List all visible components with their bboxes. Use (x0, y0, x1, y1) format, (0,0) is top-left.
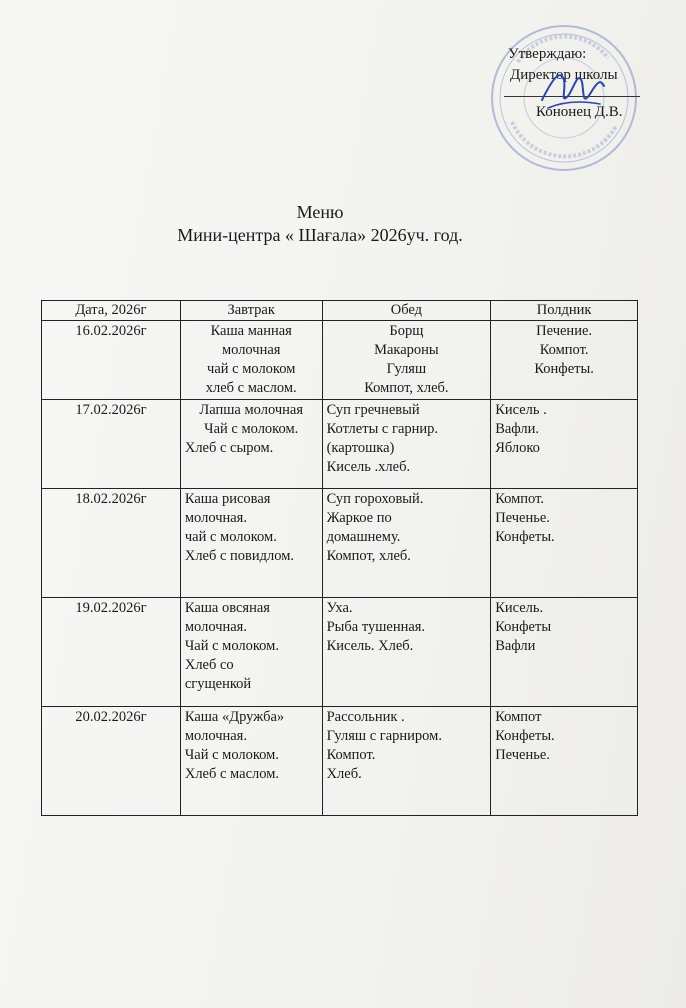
header-date: Дата, 2026г (42, 301, 181, 321)
meal-line: молочная. (184, 510, 247, 526)
header-breakfast: Завтрак (180, 301, 322, 321)
meal-line: Жаркое по (326, 510, 392, 526)
table-row (42, 400, 638, 489)
meal-line: чай с молоком (207, 361, 296, 377)
table-header-row (42, 301, 638, 321)
meal-line: Каша рисовая (184, 491, 271, 507)
handwritten-signature (538, 60, 608, 116)
meal-line: Уха. (326, 600, 353, 616)
meal-line: Печенье. (495, 747, 550, 763)
meal-line: Компот. (495, 491, 544, 507)
meal-line: Хлеб с сыром. (184, 440, 274, 456)
title-menu: Меню (296, 202, 344, 222)
meal-line: хлеб с маслом. (205, 380, 297, 396)
meal-line: Чай с молоком. (204, 421, 299, 437)
meal-line: Конфеты. (495, 728, 555, 744)
menu-table (41, 300, 638, 816)
meal-line: Гуляш с гарниром. (326, 728, 442, 744)
meal-line: Каша манная (210, 323, 292, 339)
meal-line: Котлеты с гарнир. (326, 421, 439, 437)
lunch-cell (322, 321, 491, 400)
lunch-cell (322, 489, 491, 598)
snack-cell (491, 489, 638, 598)
table-row (42, 489, 638, 598)
meal-line: Каша «Дружба» (184, 709, 285, 725)
meal-line: Каша овсяная (184, 600, 270, 616)
meal-line: Кисель. Хлеб. (326, 638, 414, 654)
meal-line: Яблоко (495, 440, 540, 456)
breakfast-cell (180, 400, 322, 489)
approval-title: Утверждаю: (508, 46, 587, 62)
meal-line: Хлеб с маслом. (184, 766, 280, 782)
meal-line: Борщ (389, 323, 424, 339)
meal-line: молочная. (184, 619, 247, 635)
breakfast-cell (180, 489, 322, 598)
meal-line: Хлеб со (184, 657, 234, 673)
meal-line: Кисель. (495, 600, 544, 616)
meal-line: Рыба тушенная. (326, 619, 426, 635)
meal-line: Вафли (495, 638, 536, 654)
meal-line: молочная (221, 342, 281, 358)
meal-line: Чай с молоком. (184, 638, 279, 654)
meal-line: Компот. (539, 342, 589, 358)
date-cell: 19.02.2026г (42, 598, 181, 707)
meal-line: Печенье. (495, 510, 550, 526)
table-row (42, 321, 638, 400)
meal-line: Конфеты. (495, 529, 555, 545)
meal-line: Хлеб. (326, 766, 362, 782)
meal-line: домашнему. (326, 529, 401, 545)
lunch-cell (322, 707, 491, 816)
table-row (42, 598, 638, 707)
breakfast-cell (180, 707, 322, 816)
document-title (0, 201, 640, 247)
meal-line: Вафли. (495, 421, 539, 437)
meal-line: Гуляш (386, 361, 427, 377)
meal-line: чай с молоком. (184, 529, 277, 545)
breakfast-cell (180, 321, 322, 400)
date-cell: 18.02.2026г (42, 489, 181, 598)
meal-line: Конфеты. (534, 361, 594, 377)
lunch-cell (322, 598, 491, 707)
title-subtitle: Мини-центра « Шағала» 2026уч. год. (177, 225, 463, 245)
meal-line: сгущенкой (184, 676, 252, 692)
date-cell: 20.02.2026г (42, 707, 181, 816)
approval-position: Директор школы (510, 67, 618, 83)
snack-cell (491, 707, 638, 816)
meal-line: Макароны (374, 342, 439, 358)
meal-line: Чай с молоком. (184, 747, 279, 763)
header-snack: Полдник (491, 301, 638, 321)
meal-line: Рассольник . (326, 709, 405, 725)
meal-line: Конфеты (495, 619, 552, 635)
meal-line: Суп гречневый (326, 402, 420, 418)
snack-cell (491, 400, 638, 489)
menu-table-body (42, 321, 638, 816)
snack-cell (491, 321, 638, 400)
table-row (42, 707, 638, 816)
meal-line: Печение. (536, 323, 593, 339)
breakfast-cell (180, 598, 322, 707)
meal-line: Кисель . (495, 402, 547, 418)
meal-line: Кисель .хлеб. (326, 459, 411, 475)
meal-line: Суп гороховый. (326, 491, 424, 507)
approval-name: Кононец Д.В. (536, 104, 623, 120)
meal-line: Компот (495, 709, 542, 725)
date-cell: 17.02.2026г (42, 400, 181, 489)
lunch-cell (322, 400, 491, 489)
header-lunch: Обед (322, 301, 491, 321)
meal-line: Хлеб с повидлом. (184, 548, 295, 564)
meal-line: (картошка) (326, 440, 395, 456)
meal-line: Лапша молочная (199, 402, 303, 418)
meal-line: Компот, хлеб. (326, 548, 411, 564)
date-cell: 16.02.2026г (42, 321, 181, 400)
snack-cell (491, 598, 638, 707)
meal-line: Компот. (326, 747, 376, 763)
meal-line: Компот, хлеб. (364, 380, 449, 396)
meal-line: молочная. (184, 728, 247, 744)
